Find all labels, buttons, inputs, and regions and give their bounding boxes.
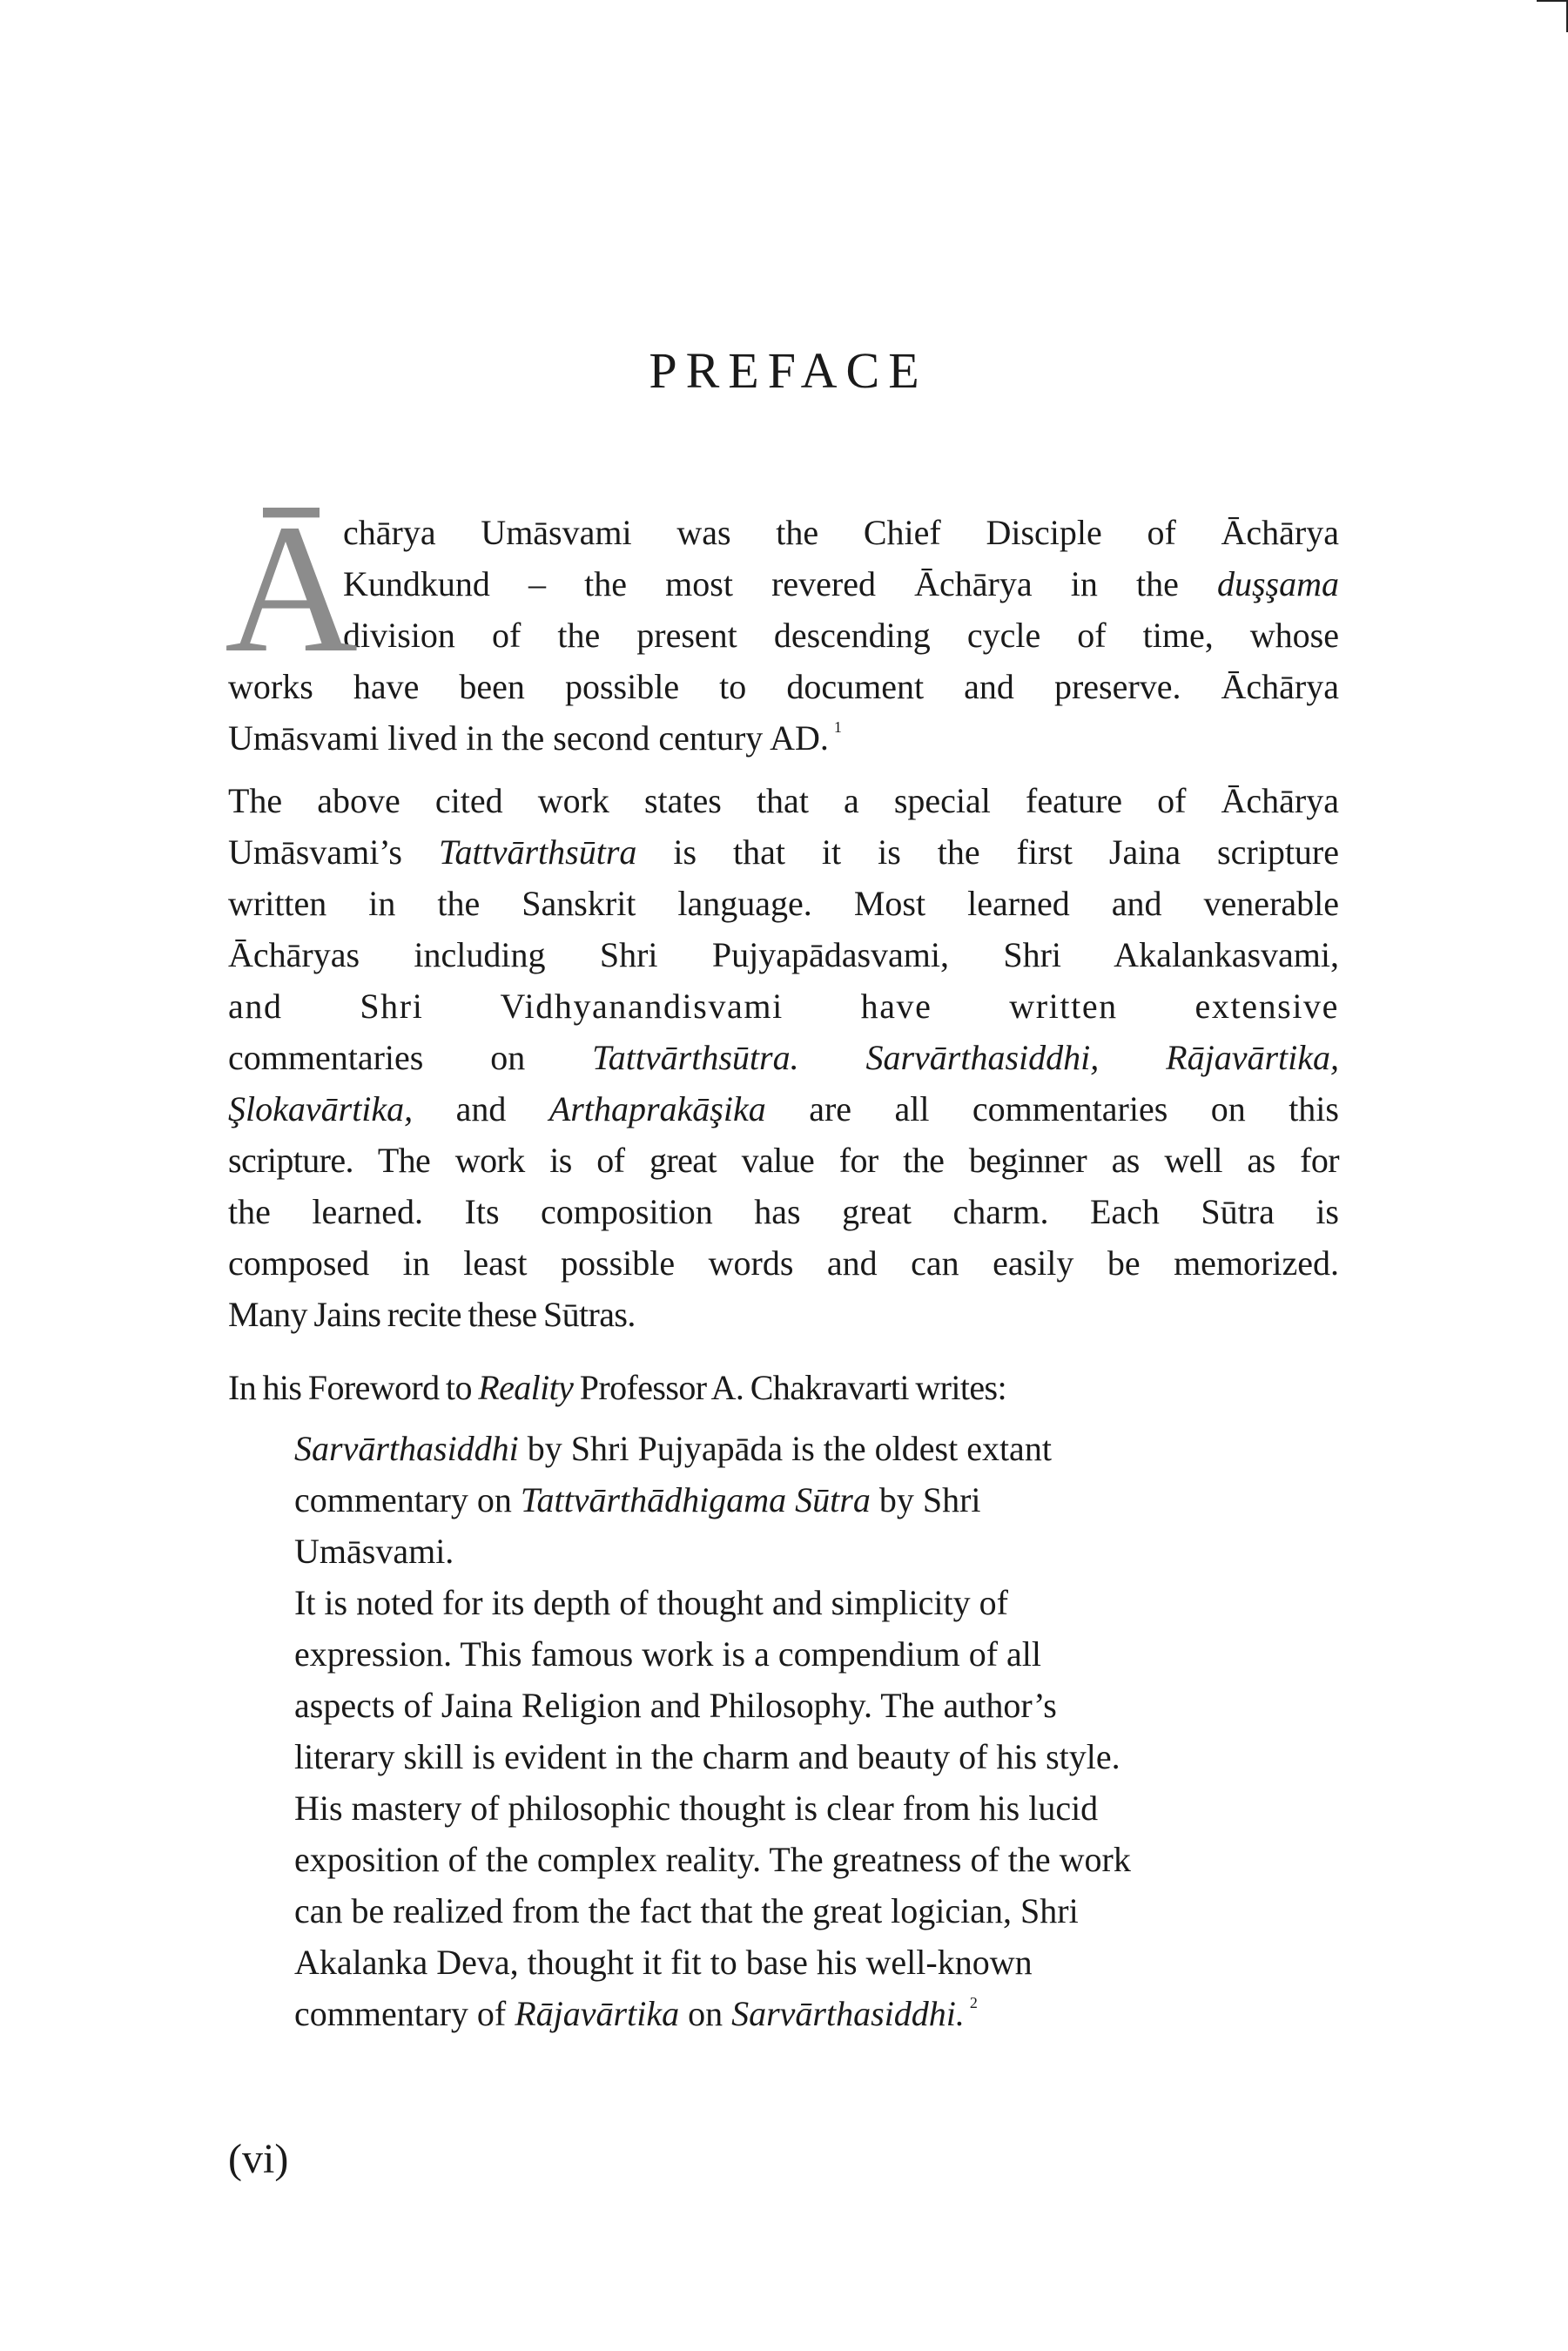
italic-term: Sarvārthasiddhi, Rājavārtika, [798,1038,1340,1077]
text-line: division of the present descending cycle of time, whose [343,616,1339,655]
drop-cap: Ā [225,486,359,690]
italic-term: Tattvārthādhigama Sūtra [520,1480,871,1519]
text-line: Akalanka Deva, thought it fit to base his well-known [294,1943,1033,1982]
text-span: commentaries on [228,1038,593,1077]
text-line [228,558,1339,610]
text-line: chārya Umāsvami was the Chief Disciple of Āchārya [343,513,1339,552]
text-span: In his Foreword to [228,1368,479,1407]
text-span: by Shri [870,1480,981,1519]
text-line: literary skill is evident in the charm and beauty of his style. [294,1737,1120,1776]
text-line: written in the Sanskrit language. Most learned and venerable [228,884,1339,923]
text-line: works have been possible to document and preserve. Āchārya [228,667,1339,706]
italic-term: Sarvārthasiddhi [294,1429,519,1468]
text-span: and [413,1089,549,1128]
text-line: the learned. Its composition has great charm. Each Sūtra is [228,1192,1339,1231]
text-span: on [679,1994,732,2033]
text-line [228,826,1339,878]
text-line: Umāsvami. [294,1532,454,1571]
text-line: Āchāryas including Shri Pujyapādasvami, Shri Akalankasvami, [228,935,1339,974]
text-line: The above cited work states that a special feature of Āchārya [228,781,1339,820]
italic-term: Şlokavārtika, [228,1089,414,1128]
italic-term: Sarvārthasiddhi. [731,1994,965,2033]
italic-term: Tattvārthsūtra. [592,1038,799,1077]
italic-term: duşşama [1216,564,1339,603]
text-line: exposition of the complex reality. The greatness of the work [294,1840,1131,1879]
paragraph-2 [228,775,1339,1340]
paragraph-3 [228,1362,1339,1413]
text-span: Professor A. Chakravarti writes: [573,1368,1006,1407]
text-line [228,1362,1339,1413]
italic-term: Reality [478,1368,574,1407]
text-span: is that it is the first Jaina scripture [636,832,1340,872]
footnote-ref: 1 [833,718,842,736]
text-line [294,1988,1339,2039]
paragraph-1 [225,486,1339,764]
text-line: composed in least possible words and can easily be memorized. [228,1243,1339,1283]
text-line [228,1032,1339,1083]
text-span: commentary on [294,1480,521,1519]
text-line: can be realized from the fact that the great logician, Shri [294,1891,1079,1930]
text-line: His mastery of philosophic thought is clear from his lucid [294,1789,1099,1828]
text-span: Umāsvami’s [228,832,439,872]
text-line [228,712,1339,764]
text-line: Many Jains recite these Sūtras. [228,1295,636,1334]
page-title: PREFACE [649,342,928,399]
page-number: (vi) [228,2136,289,2182]
block-quote [294,1423,1339,2039]
text-line [228,1083,1339,1135]
text-line: expression. This famous work is a compendium of all [294,1634,1042,1674]
text-line: scripture. The work is of great value for the beginner as well as for [228,1141,1339,1180]
text-line [294,1474,1339,1526]
italic-term: Tattvārthsūtra [438,832,637,872]
text-line: It is noted for its depth of thought and simplicity of [294,1583,1008,1622]
italic-term: Arthaprakāşika [548,1089,766,1128]
text-span: Kundkund – the most revered Āchārya in the [343,564,1217,603]
text-line: and Shri Vidhyanandisvami have written extensive [228,987,1339,1026]
italic-term: Rājavārtika [515,1994,680,2033]
text-span: Umāsvami lived in the second century AD. [228,718,829,758]
text-span: commentary of [294,1994,515,2033]
text-span: by Shri Pujyapāda is the oldest extant [518,1429,1052,1468]
text-line [294,1423,1339,1474]
text-span: are all commentaries on this [765,1089,1339,1128]
text-line: aspects of Jaina Religion and Philosophy. The author’s [294,1686,1057,1725]
footnote-ref: 2 [969,1994,978,2011]
crop-mark [1537,0,1568,32]
